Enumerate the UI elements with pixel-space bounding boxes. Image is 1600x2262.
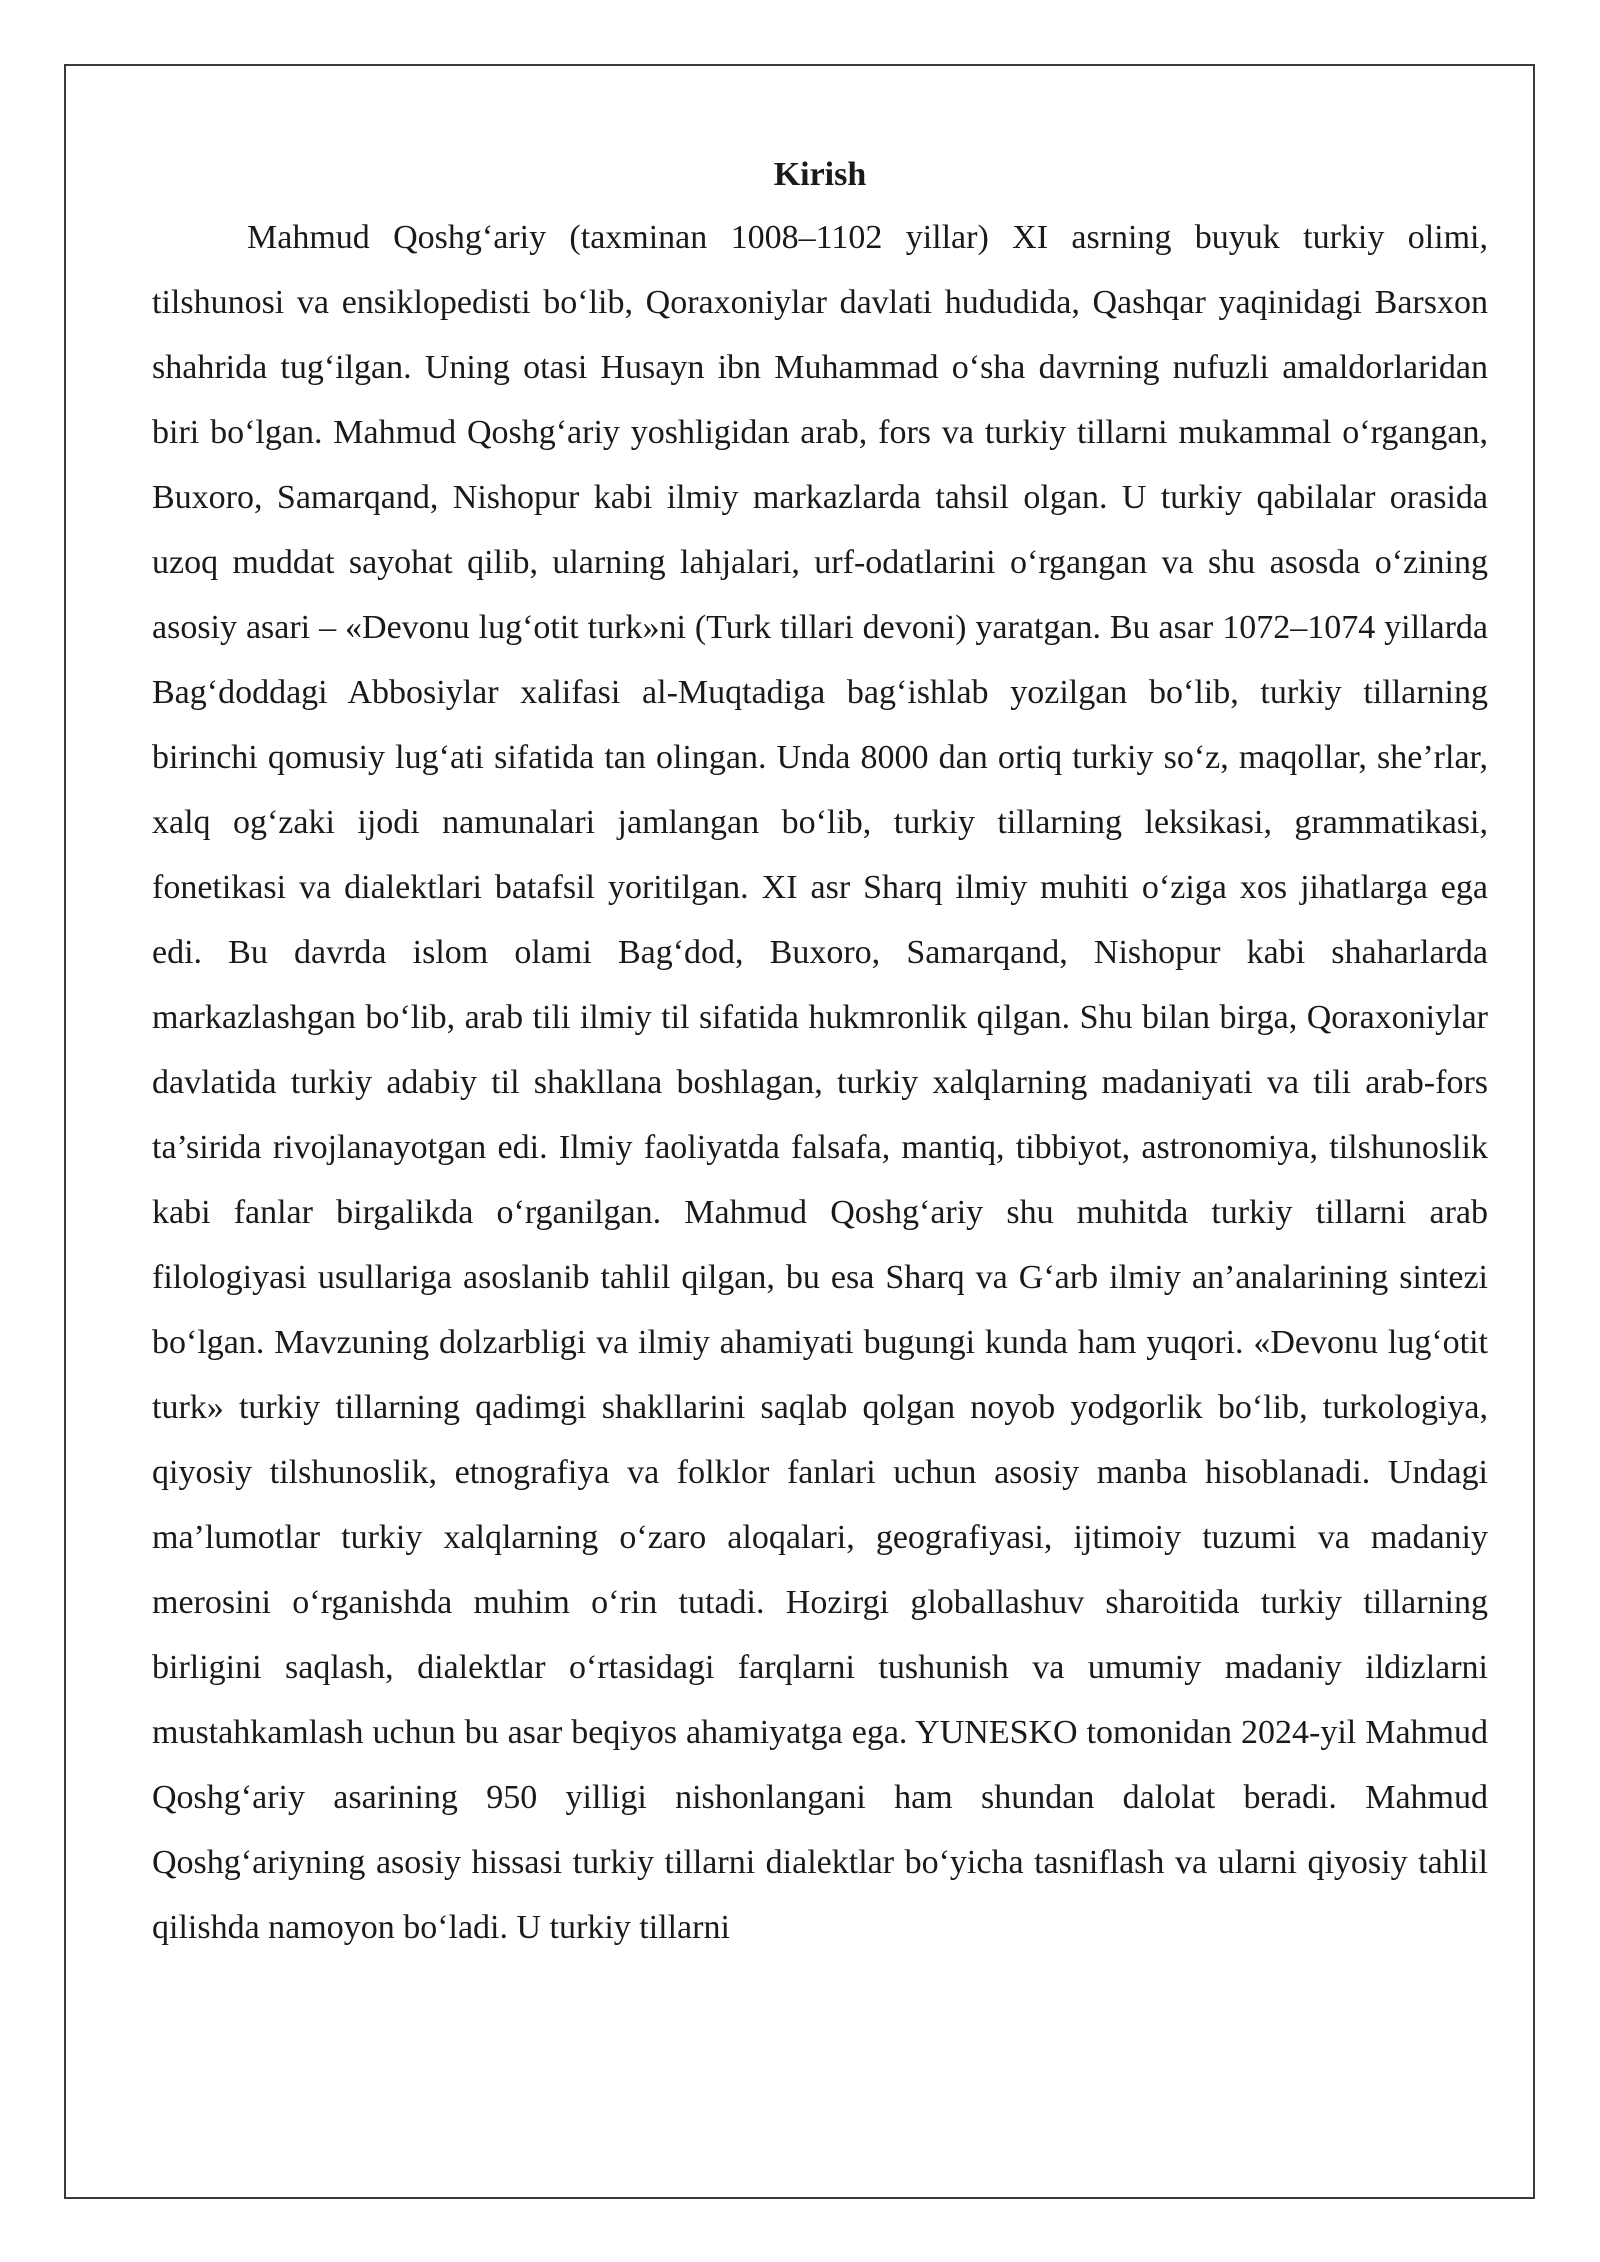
document-content bbox=[152, 145, 1488, 1960]
body-paragraph: Mahmud Qoshg‘ariy (taxminan 1008–1102 yillar) XI asrning buyuk turkiy olimi, tilshunosi va ensiklopedisti bo‘lib, Qoraxoniylar davlati hududida, Qashqar yaqinidagi Barsxon shahrida tug‘ilgan. Uning otasi Husayn ibn Muhammad o‘sha davrning nufuzli amaldorlaridan biri bo‘lgan. Mahmud Qoshg‘ariy yoshligidan arab, fors va turkiy tillarni mukammal o‘rgangan, Buxoro, Samarqand, Nishopur kabi ilmiy markazlarda tahsil olgan. U turkiy qabilalar orasida uzoq muddat sayohat qilib, ularning lahjalari, urf-odatlarini o‘rgangan va shu asosda o‘zining asosiy asari – «Devonu lug‘otit turk»ni (Turk tillari devoni) yaratgan. Bu asar 1072–1074 yillarda Bag‘doddagi Abbosiylar xalifasi al-Muqtadiga bag‘ishlab yozilgan bo‘lib, turkiy tillarning birinchi qomusiy lug‘ati sifatida tan olingan. Unda 8000 dan ortiq turkiy so‘z, maqollar, she’rlar, xalq og‘zaki ijodi namunalari jamlangan bo‘lib, turkiy tillarning leksikasi, grammatikasi, fonetikasi va dialektlari batafsil yoritilgan. XI asr Sharq ilmiy muhiti o‘ziga xos jihatlarga ega edi. Bu davrda islom olami Bag‘dod, Buxoro, Samarqand, Nishopur kabi shaharlarda markazlashgan bo‘lib, arab tili ilmiy til sifatida hukmronlik qilgan. Shu bilan birga, Qoraxoniylar davlatida turkiy adabiy til shakllana boshlagan, turkiy xalqlarning madaniyati va tili arab-fors ta’sirida rivojlanayotgan edi. Ilmiy faoliyatda falsafa, mantiq, tibbiyot, astronomiya, tilshunoslik kabi fanlar birgalikda o‘rganilgan. Mahmud Qoshg‘ariy shu muhitda turkiy tillarni arab filologiyasi usullariga asoslanib tahlil qilgan, bu esa Sharq va G‘arb ilmiy an’analarining sintezi bo‘lgan. Mavzuning dolzarbligi va ilmiy ahamiyati bugungi kunda ham yuqori. «Devonu lug‘otit turk» turkiy tillarning qadimgi shakllarini saqlab qolgan noyob yodgorlik bo‘lib, turkologiya, qiyosiy tilshunoslik, etnografiya va folklor fanlari uchun asosiy manba hisoblanadi. Undagi ma’lumotlar turkiy xalqlarning o‘zaro aloqalari, geografiyasi, ijtimoiy tuzumi va madaniy merosini o‘rganishda muhim o‘rin tutadi. Hozirgi globallashuv sharoitida turkiy tillarning birligini saqlash, dialektlar o‘rtasidagi farqlarni tushunish va umumiy madaniy ildizlarni mustahkamlash uchun bu asar beqiyos ahamiyatga ega. YUNESKO tomonidan 2024-yil Mahmud Qoshg‘ariy asarining 950 yilligi nishonlangani ham shundan dalolat beradi. Mahmud Qoshg‘ariyning asosiy hissasi turkiy tillarni dialektlar bo‘yicha tasniflash va ularni qiyosiy tahlil qilishda namoyon bo‘ladi. U turkiy tillarni bbox=[152, 219, 1488, 1946]
section-title: Kirish bbox=[773, 156, 867, 193]
